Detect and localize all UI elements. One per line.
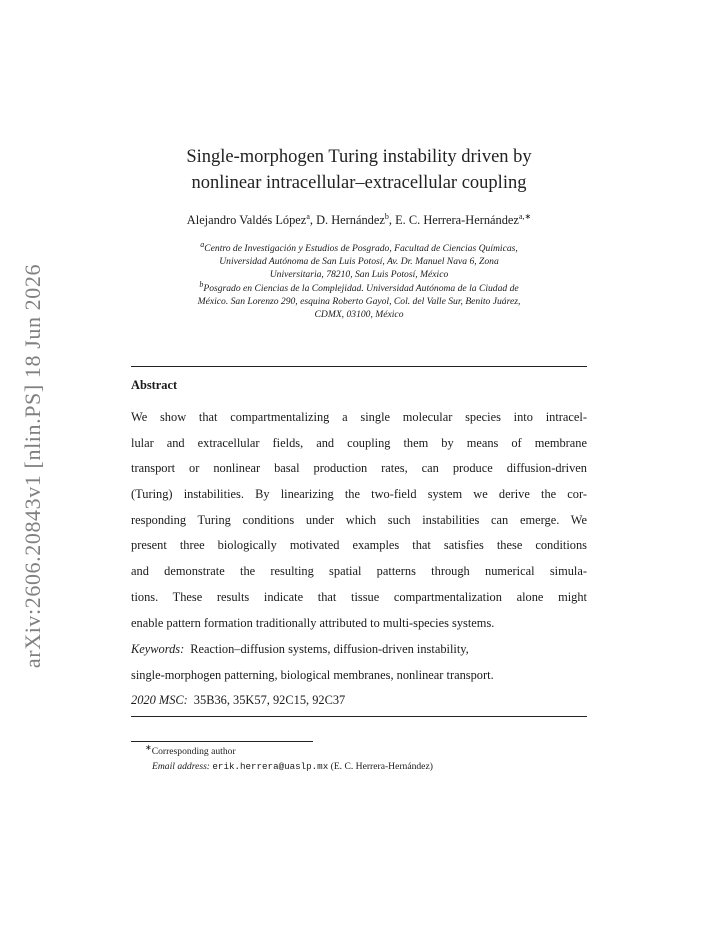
abstract-line: (Turing) instabilities. By linearizing the two-field system we derive the cor- <box>131 487 587 502</box>
author-affil-mark: a,∗ <box>518 211 532 221</box>
title-line-2: nonlinear intracellular–extracellular coupling <box>191 173 527 193</box>
author-affil-mark: a <box>306 211 310 221</box>
author-list: Alejandro Valdés López$^a$, D. Hernández$^b$, E. C. Herrera-Hernández$^{a,∗}$ <box>186 211 532 227</box>
abstract-line: lular and extracellular fields, and coupling them by means of membrane <box>131 435 587 450</box>
email-link[interactable]: erik.herrera@uaslp.mx <box>212 761 329 772</box>
msc-codes: 35B36, 35K57, 92C15, 92C37 <box>193 693 346 708</box>
affiliations <box>125 239 593 321</box>
abstract-bottom-rule <box>131 716 587 717</box>
author-name: Alejandro Valdés López <box>186 213 307 227</box>
affiliation-b-line-3: CDMX, 03100, México <box>314 309 404 321</box>
author-name: D. Hernández <box>316 213 385 227</box>
abstract-line: responding Turing conditions under which such instabilities can emerge. We <box>131 512 587 527</box>
email-note <box>145 759 433 774</box>
keywords-block <box>131 637 587 714</box>
keywords-text-1: Reaction–diffusion systems, diffusion-driven instability, <box>190 642 469 656</box>
footnote <box>145 744 433 774</box>
keywords-line-2: single-morphogen patterning, biological membranes, nonlinear transport. <box>131 667 494 682</box>
footnote-mark: ∗ <box>145 742 152 752</box>
paper-title <box>130 144 588 196</box>
affiliation-a-line-3: Universitaria, 78210, San Luis Potosí, México <box>269 269 449 281</box>
abstract-line: transport or nonlinear basal production rates, can produce diffusion-driven <box>131 461 587 476</box>
abstract-heading: Abstract <box>131 378 178 392</box>
email-owner: (E. C. Herrera-Hernández) <box>330 761 433 772</box>
affiliation-b-line-1 <box>125 279 593 295</box>
arxiv-identifier: arXiv:2606.20843v1 [nlin.PS] 18 Jun 2026 <box>20 263 45 669</box>
abstract-line: enable pattern formation traditionally attributed to multi-species systems. <box>131 615 495 630</box>
abstract-line: We show that compartmentalizing a single molecular species into intracel- <box>131 410 587 424</box>
corresponding-author-text: Corresponding author <box>151 746 236 757</box>
email-label: Email address: <box>152 761 211 772</box>
affil-b-text-1: Posgrado en Ciencias de la Complejidad. Universidad Autónoma de la Ciudad de <box>203 282 519 294</box>
affil-a-text-1: Centro de Investigación y Estudios de Posgrado, Facultad de Ciencias Químicas, <box>204 243 518 254</box>
abstract-top-rule <box>131 366 587 367</box>
abstract-body <box>131 405 587 636</box>
affil-mark-b: b <box>199 279 204 289</box>
affiliation-b-line-2: México. San Lorenzo 290, esquina Roberto Gayol, Col. del Valle Sur, Benito Juárez, <box>197 295 521 307</box>
msc-line <box>131 688 587 714</box>
affil-mark-a: a <box>200 239 205 249</box>
corresponding-author-note <box>145 744 433 759</box>
affiliation-a-line-1 <box>125 239 593 255</box>
affiliation-a-line-2: Universidad Autónoma de San Luis Potosí, Av. Dr. Manuel Nava 6, Zona <box>219 256 499 268</box>
abstract-line: tions. These results indicate that tissue compartmentalization alone might <box>131 589 587 604</box>
abstract-line: present three biologically motivated examples that satisfies these conditions <box>131 538 587 553</box>
msc-label: 2020 MSC: <box>131 693 188 708</box>
keywords-label: Keywords: <box>131 642 185 656</box>
title-line-1: Single-morphogen Turing instability driven by <box>186 147 532 167</box>
abstract-line: and demonstrate the resulting spatial patterns through numerical simula- <box>131 564 587 579</box>
author-name: E. C. Herrera-Hernández <box>395 213 519 227</box>
footnote-rule <box>131 741 313 742</box>
arxiv-sidebar <box>20 258 46 674</box>
author-affil-mark: b <box>384 211 389 221</box>
keywords-line-1 <box>131 637 587 663</box>
